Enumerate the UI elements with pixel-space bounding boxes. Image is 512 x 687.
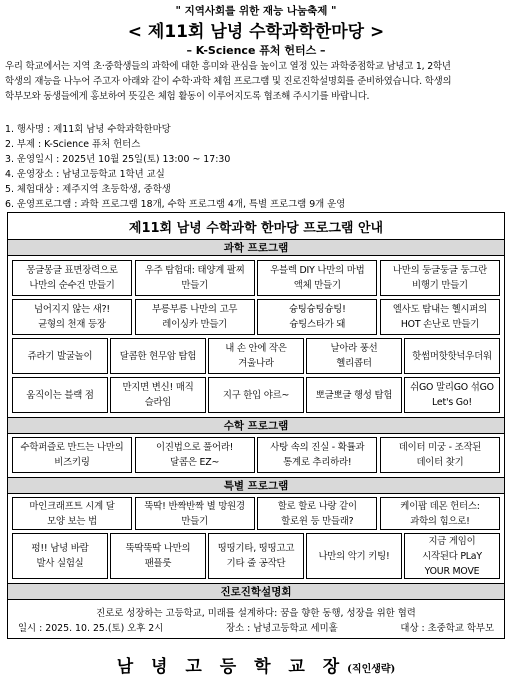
program-cell (257, 260, 377, 296)
program-cell (110, 338, 206, 374)
program-label-line: 만지면 변신! 매직 (122, 382, 194, 393)
program-label (21, 440, 124, 470)
program-label (270, 440, 364, 470)
program-label (422, 534, 482, 579)
program-label-line: 슝팅슝팅슝팅! (288, 304, 346, 315)
info-item-target: 5. 체험대상 : 제주지역 초등학생, 중학생 (5, 184, 171, 195)
career-tagline: 진로로 성장하는 고등학교, 미래를 설계하다: 꿈을 향한 동행, 성장을 위한 협력 (96, 608, 416, 619)
program-label-line: 날아라 풍선 (330, 343, 378, 354)
program-label-line: 뽀글뽀글 행성 탐험 (315, 389, 393, 401)
program-cell (208, 338, 304, 374)
program-label-line: 달콤은 EZ~ (170, 457, 220, 468)
program-label (410, 380, 494, 410)
program-cell (208, 377, 304, 413)
program-label-line: 핫썸머핫핫넉우더워 (412, 350, 492, 362)
program-cell (306, 533, 402, 579)
program-label-line: 이진법으로 풀어라! (156, 442, 234, 453)
program-label-line: 통계로 추리하라! (283, 457, 352, 468)
program-label (225, 341, 286, 371)
seal-omitted-note: (직인생략) (347, 664, 396, 675)
intro-line: 학부모와 동생들에게 홍보하여 뜻깊은 체험 활동이 이루어지도록 협조해 주시기를 바랍니다. (5, 91, 370, 102)
program-label (393, 302, 487, 332)
program-cell (12, 260, 132, 296)
career-target: 대상 : 초중학교 학부모 (400, 623, 494, 634)
program-label-line: 과학의 힘으로! (410, 515, 470, 527)
science-row-1 (8, 260, 504, 296)
program-label-line: 펑!! 남녕 바람 (31, 543, 89, 554)
info-item-programs: 6. 운영프로그램 : 과학 프로그램 18개, 수학 프로그램 4개, 특별 프로그램 9개 운영 (5, 199, 346, 210)
info-item-theme: 2. 부제 : K-Science 퓨처 헌터스 (5, 139, 141, 150)
intro-paragraph (5, 59, 507, 104)
program-cell (380, 260, 500, 296)
program-label (29, 499, 114, 529)
program-label-line: 팬플룻 (144, 558, 172, 569)
program-label-line: 비즈키링 (54, 457, 90, 468)
program-label-line: 슝팅스타가 돼 (289, 319, 346, 330)
program-label-line: 엘사도 탐내는 헬시퍼의 (392, 304, 488, 315)
event-title: < 제11회 남녕 수학과학한마당 > (127, 22, 385, 42)
program-label-line: 데이터 찾기 (416, 457, 464, 468)
program-label (278, 499, 357, 529)
special-row-2 (8, 533, 504, 579)
info-item-datetime: 3. 운영일시 : 2025년 10월 25일(토) 13:00 ~ 17:30 (5, 154, 231, 165)
program-label-line: 비행기 만들기 (412, 280, 468, 291)
program-label (32, 541, 89, 571)
career-place: 장소 : 남녕고등학교 세미홀 (226, 623, 338, 634)
intro-line: 학생의 재능을 나누어 주고자 아래와 같이 수학·과학 체험 프로그램 및 진로진학설명회를 준비하였습니다. 학생의 (5, 76, 452, 87)
program-label-line: 뚝딱뚝딱 나만의 (125, 543, 191, 554)
program-label (393, 263, 487, 293)
program-label (156, 440, 233, 470)
program-cell (12, 437, 132, 473)
program-label-line: 달콤한 현무암 탐험 (119, 350, 197, 362)
principal-name: 남 녕 고 등 학 교 장 (116, 657, 346, 677)
program-label-line: 지구 한입 야르~ (222, 389, 290, 401)
program-label-line: 우블렉 DIY 나만의 마법 (270, 265, 365, 276)
program-label-line: 수학퍼즐로 만드는 나만의 (20, 442, 124, 453)
program-label-line: 띵띵기타, 띵띵고고 (217, 543, 295, 554)
program-label-line: YOUR MOVE (424, 565, 480, 577)
program-label (318, 549, 389, 564)
info-item-location: 4. 운영장소 : 남녕고등학교 1학년 교실 (5, 169, 165, 180)
program-guide-box (7, 212, 505, 639)
program-label-line: 내 손 안에 작은 (225, 343, 287, 354)
program-label-line: 케이팝 데몬 헌터스: (400, 500, 480, 512)
info-item-name: 1. 행사명 : 제11회 남녕 수학과학한마당 (5, 124, 171, 135)
science-section-heading: 과학 프로그램 (8, 239, 504, 256)
program-cell (135, 260, 255, 296)
program-label (218, 541, 294, 571)
math-row-1 (8, 437, 504, 473)
program-label (400, 499, 479, 529)
program-cell (12, 338, 108, 374)
program-cell (257, 437, 377, 473)
program-label-line: 겨울나라 (238, 358, 274, 369)
program-cell (110, 377, 206, 413)
career-details (18, 621, 494, 636)
career-info (8, 600, 504, 642)
program-cell (110, 533, 206, 579)
program-label (145, 263, 245, 293)
program-cell (404, 377, 500, 413)
program-label-line: 시작된다 PLaY (422, 550, 482, 562)
program-label-line: 할로 할로 나랑 같이 (277, 500, 357, 512)
program-cell (306, 377, 402, 413)
program-label-line: 할로윈 등 만들래? (281, 515, 354, 527)
event-theme: – K-Science 퓨처 헌터스 – (186, 44, 326, 57)
program-label-line: 뚝딱! 반짝반짝 별 망원경 (144, 500, 245, 512)
program-label (316, 388, 392, 403)
program-label-line: 데이터 미궁 - 조작된 (398, 442, 482, 453)
program-cell (257, 497, 377, 530)
special-section-heading: 특별 프로그램 (8, 477, 504, 494)
special-row-1 (8, 497, 504, 530)
program-cell (306, 338, 402, 374)
science-row-3 (8, 338, 504, 374)
program-cell (12, 497, 132, 530)
program-label-line: 균형의 천재 등장 (38, 319, 106, 330)
program-label-line: 만들기 (181, 280, 208, 291)
program-cell (380, 497, 500, 530)
program-label-line: 발사 실험실 (36, 558, 84, 569)
program-cell (380, 299, 500, 335)
program-label-line: 몽글몽글 표면장력으로 (26, 265, 118, 276)
program-label-line: 부릉부릉 나만의 고무 (152, 304, 238, 315)
program-label-line: 움직이는 블랙 점 (26, 389, 94, 401)
program-label-line: 나만의 악기 키팅! (318, 550, 390, 562)
program-label (122, 380, 193, 410)
principal-signature (0, 652, 512, 677)
program-label-line: 우주 탐험대: 태양계 팔찌 (144, 265, 245, 276)
program-guide-title: 제11회 남녕 수학과학 한마당 프로그램 안내 (128, 220, 384, 236)
program-label-line: 나만의 둥글둥글 둥그란 (392, 265, 488, 276)
program-label (26, 263, 117, 293)
program-cell (12, 299, 132, 335)
program-cell (257, 299, 377, 335)
program-label (152, 302, 237, 332)
science-row-2 (8, 299, 504, 335)
program-cell (12, 533, 108, 579)
program-label-line: 슬라임 (144, 397, 172, 408)
program-label (223, 388, 289, 403)
program-label-line: 만들기 (181, 515, 208, 527)
program-cell (404, 338, 500, 374)
program-label-line: HOT 손난로 만들기 (400, 319, 480, 330)
math-section-heading: 수학 프로그램 (8, 417, 504, 434)
program-label-line: 나만의 순수건 만들기 (29, 280, 115, 291)
program-label (399, 440, 481, 470)
program-label (412, 349, 492, 364)
program-label (26, 388, 94, 403)
program-label-line: 쉬GO 말리GO 섞GO (410, 382, 494, 393)
program-label-line: 쥬라기 발굴놀이 (27, 350, 93, 362)
career-date: 일시 : 2025. 10. 25.(토) 오후 2시 (18, 623, 164, 634)
program-label (330, 341, 377, 371)
program-label (28, 349, 93, 364)
program-cell (135, 497, 255, 530)
program-label (120, 349, 196, 364)
program-label (144, 499, 244, 529)
science-row-4 (8, 377, 504, 413)
program-label (126, 541, 191, 571)
program-cell (380, 437, 500, 473)
program-label (289, 302, 346, 332)
event-subtitle: " 지역사회를 위한 재능 나눔축제 " (175, 5, 337, 17)
career-section-heading: 진로진학설명회 (8, 583, 504, 600)
program-label-line: 헬리콥터 (336, 358, 372, 369)
program-label (270, 263, 364, 293)
program-label-line: Let's Go! (432, 397, 472, 408)
program-label-line: 레이싱카 만들기 (162, 319, 228, 330)
program-label-line: 지금 게임이 (428, 535, 476, 547)
program-cell (404, 533, 500, 579)
program-cell (208, 533, 304, 579)
program-label-line: 마인크래프트 시계 달 (29, 500, 115, 512)
intro-line: 우리 학교에서는 지역 초·중학생들의 과학에 대한 흥미와 관심을 높이고 열정 있는 과학중점학교 남녕고 1, 2학년 (5, 61, 451, 72)
program-cell (12, 377, 108, 413)
program-cell (135, 437, 255, 473)
event-info-list (5, 122, 507, 212)
program-label-line: 모양 보는 법 (47, 515, 97, 527)
program-label (34, 302, 110, 332)
program-cell (135, 299, 255, 335)
program-label-line: 기타 줄 공작단 (226, 558, 286, 569)
program-label-line: 넘어지지 않는 새?! (34, 304, 110, 315)
program-label-line: 사탕 속의 진실 - 확률과 (270, 442, 365, 453)
program-label-line: 액체 만들기 (293, 280, 341, 291)
